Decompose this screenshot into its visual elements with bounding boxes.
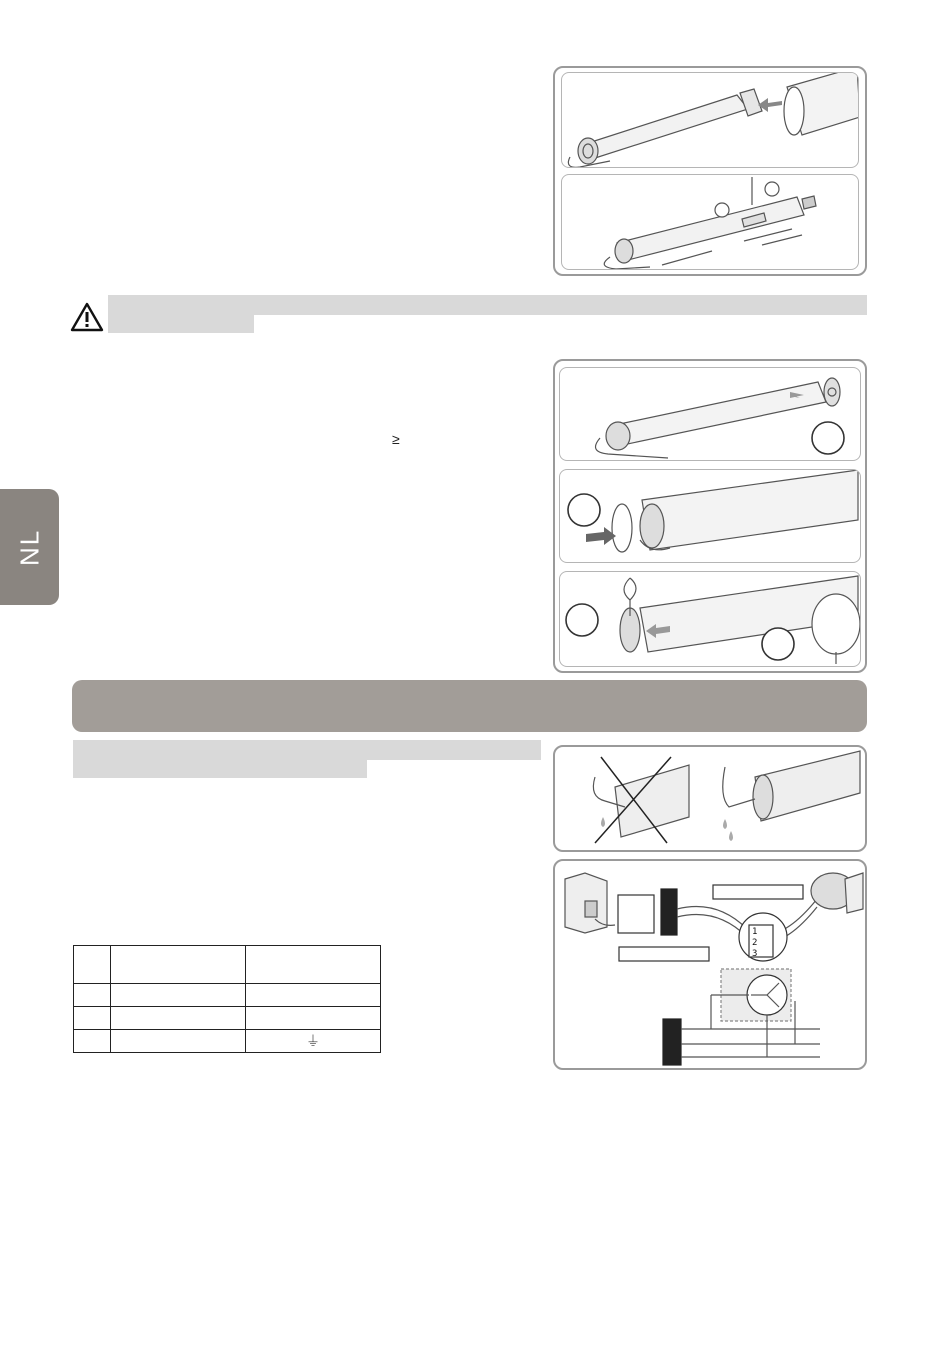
section-header-bar [72,680,867,732]
table-cell-col1 [111,984,246,1007]
warning-icon [70,302,104,337]
figure-wiring [553,859,867,1070]
figure-panel-adapter-1 [559,367,861,461]
warning-highlight-line2 [108,315,254,333]
figure-panel-adapter-2 [559,469,861,563]
table-cell-num [74,1007,111,1030]
cable-drip-loop-illustration [555,747,865,850]
figure-cable-drip-loop [553,745,867,852]
tube-screw-illustration [562,175,859,270]
subsection-highlight-line1 [73,740,541,760]
language-tab-label: NL [14,528,45,566]
greater-equal-symbol: ≥ [392,431,400,447]
table-cell-num [74,946,111,984]
adapter-step-3-illustration [560,572,861,667]
adapter-step-2-illustration [560,470,861,563]
table-row [74,1007,381,1030]
table-cell-num [74,984,111,1007]
figure-panel-screws [561,174,859,270]
table-cell-col2 [246,984,381,1007]
figure-tube-mounting [553,66,867,276]
figure-panel-adapter-3 [559,571,861,667]
table-row [74,1030,381,1053]
figure-panel-insert [561,72,859,168]
terminal-1: 1 [752,927,758,937]
motor-insert-illustration [562,73,859,168]
language-tab [0,489,59,605]
table-cell-col2 [246,946,381,984]
wiring-diagram [555,861,865,1068]
adapter-step-1-illustration [560,368,861,461]
terminal-2: 2 [752,938,758,948]
table-row [74,946,381,984]
table-cell-num [74,1030,111,1053]
figure-adapter-mounting [553,359,867,673]
subsection-highlight-line2 [73,760,367,778]
table-cell-col1 [111,946,246,984]
table-cell-col2 [246,1007,381,1030]
ground-symbol: ⏚ [246,1030,381,1053]
table-row [74,984,381,1007]
table-cell-col1 [111,1007,246,1030]
table-cell-col1 [111,1030,246,1053]
warning-highlight-line1 [108,295,867,315]
connection-table [73,945,381,1053]
terminal-3: 3 [752,949,758,959]
